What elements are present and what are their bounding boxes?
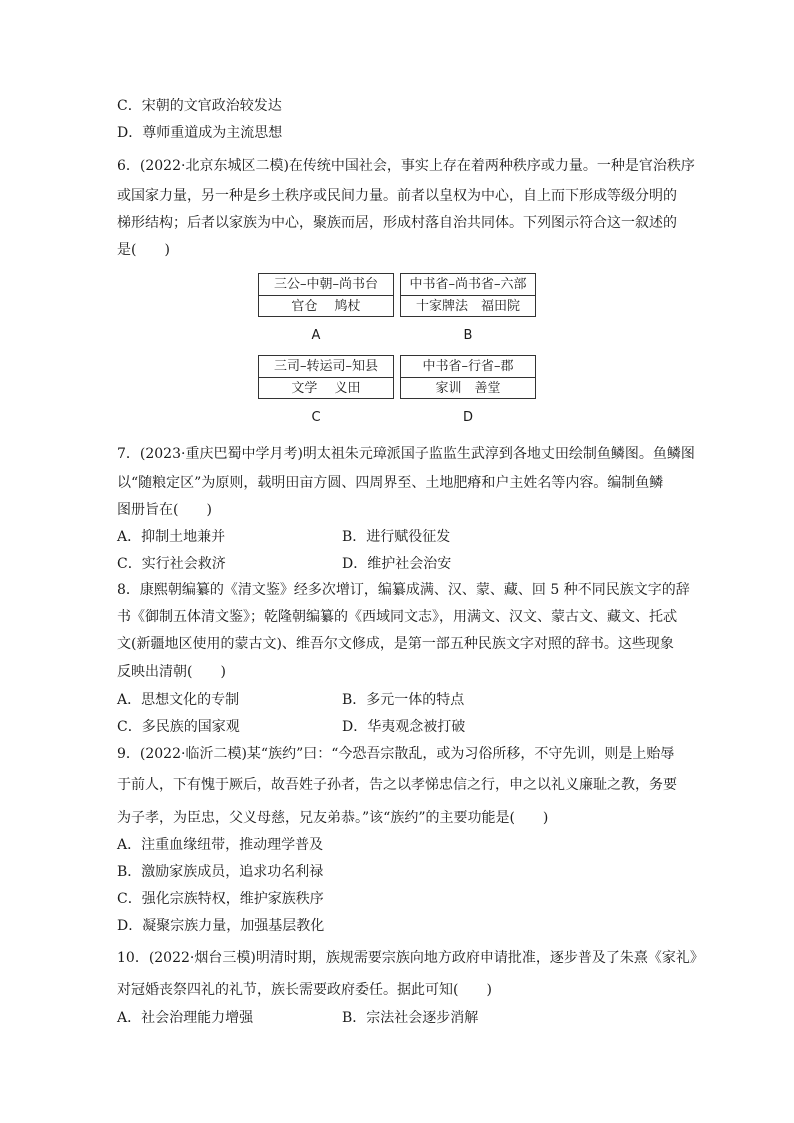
q8-option-b: B．多元一体的特点 (342, 692, 465, 708)
q9-option-c: C．强化宗族特权，维护家族秩序 (117, 891, 324, 907)
q5-option-c: C．宋朝的文官政治较发达 (117, 98, 282, 114)
box-b-top: 中书省–尚书省–六部 (401, 274, 535, 296)
q8-option-a: A．思想文化的专制 (117, 692, 240, 708)
box-d-top: 中书省–行省–郡 (401, 356, 535, 378)
box-d-bottom: 家训 善堂 (435, 381, 501, 396)
diagram-box-a (258, 273, 394, 317)
box-a-top: 三公–中朝–尚书台 (259, 274, 393, 296)
q6-stem-line-4: 是( ) (117, 242, 170, 258)
q10-stem-line-1: 10．(2022·烟台三模)明清时期，族规需要宗族向地方政府申请批准，逐步普及了朱熹《家礼》 (117, 950, 704, 966)
q9-option-d: D．凝聚宗族力量，加强基层教化 (117, 918, 325, 934)
box-a-label: A (311, 328, 321, 343)
q5-option-d: D．尊师重道成为主流思想 (117, 125, 283, 141)
q7-stem-line-2: 以“随粮定区”为原则，载明田亩方圆、四周界至、土地肥瘠和户主姓名等内容。编制鱼鳞 (117, 475, 664, 491)
q7-option-c: C．实行社会救济 (117, 556, 226, 572)
box-c-top: 三司–转运司–知县 (259, 356, 393, 378)
box-c-bottom: 文学 义田 (291, 381, 361, 396)
box-b-label: B (463, 328, 473, 343)
q10-option-b: B．宗法社会逐步消解 (342, 1010, 479, 1026)
q9-option-a: A．注重血缘纽带，推动理学普及 (117, 837, 324, 853)
box-c-label: C (311, 410, 321, 425)
q8-stem-line-3: 文(新疆地区使用的蒙古文)、维吾尔文修成，是第一部五种民族文字对照的辞书。这些现象 (117, 636, 674, 652)
q7-stem-line-3: 图册旨在( ) (117, 502, 212, 518)
q7-stem-line-1: 7．(2023·重庆巴蜀中学月考)明太祖朱元璋派国子监监生武淳到各地丈田绘制鱼鳞图。鱼鳞图 (117, 446, 695, 462)
q9-option-b: B．激励家族成员，追求功名利禄 (117, 864, 324, 880)
q10-option-a: A．社会治理能力增强 (117, 1010, 254, 1026)
q6-stem-line-1: 6．(2022·北京东城区二模)在传统中国社会，事实上存在着两种秩序或力量。一种是官治秩序 (117, 158, 695, 174)
q9-stem-line-1: 9．(2022·临沂二模)某“族约”曰：“今恐吾宗散乱，或为习俗所移，不守先训，则是上贻辱 (117, 746, 675, 762)
q6-stem-line-2: 或国家力量，另一种是乡土秩序或民间力量。前者以皇权为中心，自上而下形成等级分明的 (117, 188, 677, 204)
q8-option-c: C．多民族的国家观 (117, 719, 240, 735)
q7-option-d: D．维护社会治安 (342, 556, 452, 572)
q9-stem-line-3: 为子孝，为臣忠，父义母慈，兄友弟恭。”该“族约”的主要功能是( ) (117, 810, 549, 826)
box-b-bottom: 十家牌法 福田院 (415, 299, 520, 314)
q9-stem-line-2: 于前人，下有愧于厥后，故吾姓子孙者，告之以孝悌忠信之行，申之以礼义廉耻之教，务要 (117, 777, 677, 793)
diagram-box-d (400, 355, 536, 399)
q8-stem-line-4: 反映出清朝( ) (117, 664, 226, 680)
q6-stem-line-3: 梯形结构；后者以家族为中心，聚族而居，形成村落自治共同体。下列图示符合这一叙述的 (117, 215, 677, 231)
diagram-box-c (258, 355, 394, 399)
q8-option-d: D．华夷观念被打破 (342, 719, 466, 735)
q10-stem-line-2: 对冠婚丧祭四礼的礼节，族长需要政府委任。据此可知( ) (117, 982, 492, 998)
box-d-label: D (462, 410, 473, 425)
box-a-bottom: 官仓 鸠杖 (291, 299, 361, 314)
q7-option-b: B．进行赋役征发 (342, 529, 451, 545)
q8-stem-line-1: 8．康熙朝编纂的《清文鉴》经多次增订，编纂成满、汉、蒙、藏、回 5 种不同民族文字的辞 (117, 582, 690, 598)
q7-option-a: A．抑制土地兼并 (117, 529, 226, 545)
diagram-box-b (400, 273, 536, 317)
q8-stem-line-2: 书《御制五体清文鉴》；乾隆朝编纂的《西域同文志》，用满文、汉文、蒙古文、藏文、托忒 (117, 609, 677, 625)
